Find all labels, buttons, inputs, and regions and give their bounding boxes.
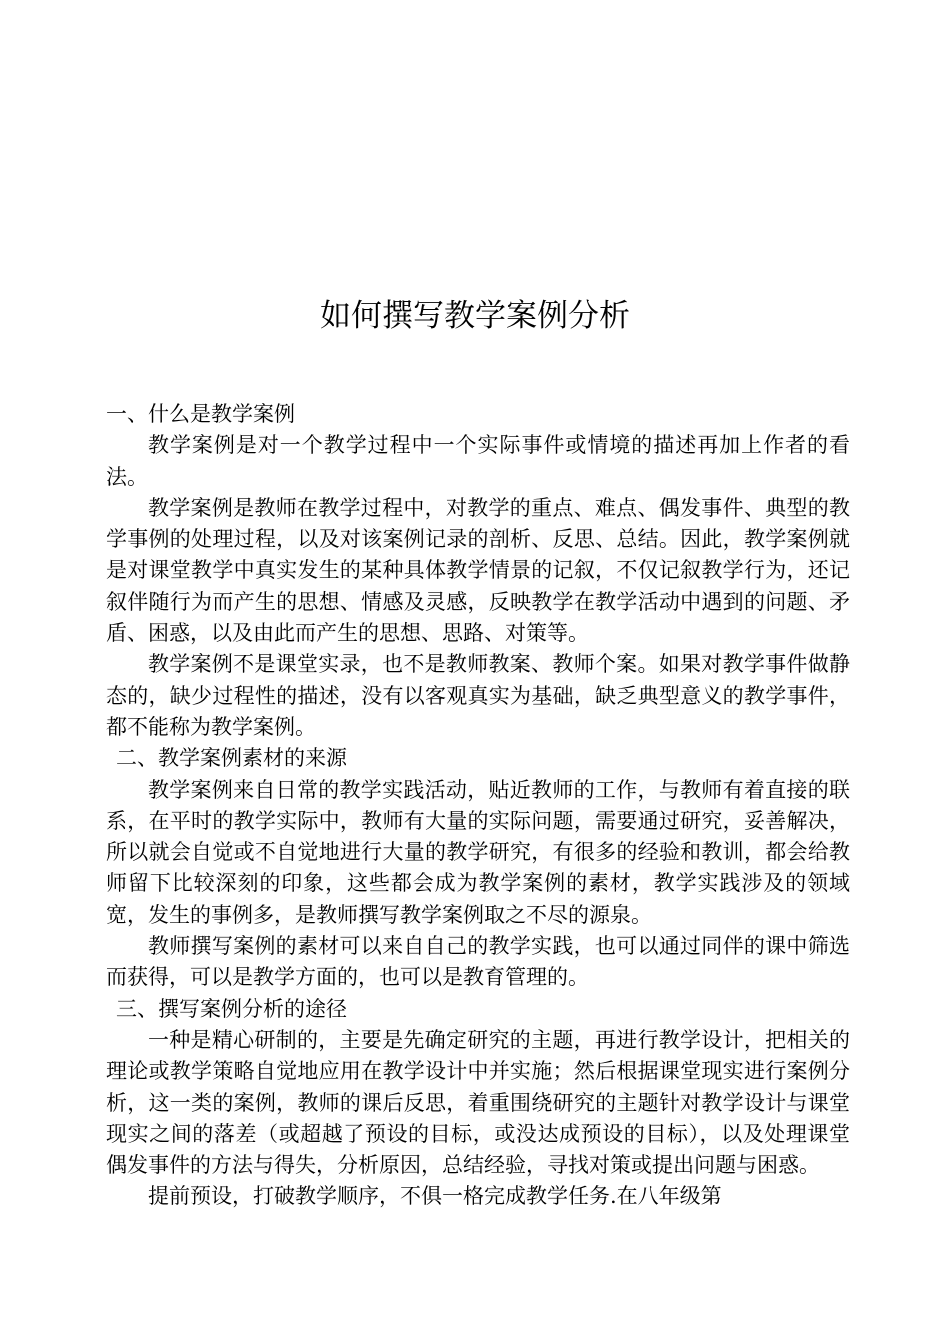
document-body (106, 399, 850, 1213)
section-heading-3: 三、撰写案例分析的途径 (116, 996, 347, 1021)
section-2-paragraph-2: 教师撰写案例的素材可以来自自己的教学实践，也可以通过同伴的课中筛选而获得，可以是教学方面的，也可以是教育管理的。 (106, 934, 850, 990)
section-3-paragraph-1: 一种是精心研制的，主要是先确定研究的主题，再进行教学设计，把相关的理论或教学策略自觉地应用在教学设计中并实施；然后根据课堂现实进行案例分析，这一类的案例，教师的课后反思，着重围绕研究的主题针对教学设计与课堂现实之间的落差（或超越了预设的目标，或没达成预设的目标），以及处理课堂偶发事件的方法与得失，分析原因，总结经验，寻找对策或提出问题与困惑。 (106, 1027, 850, 1178)
section-1-paragraph-3: 教学案例不是课堂实录，也不是教师教案、教师个案。如果对教学事件做静态的，缺少过程性的描述，没有以客观真实为基础，缺乏典型意义的教学事件，都不能称为教学案例。 (106, 652, 850, 739)
section-1-paragraph-2: 教学案例是教师在教学过程中，对教学的重点、难点、偶发事件、典型的教学事例的处理过程，以及对该案例记录的剖析、反思、总结。因此，教学案例就是对课堂教学中真实发生的某种具体教学情景的记叙，不仅记叙教学行为，还记叙伴随行为而产生的思想、情感及灵感，反映教学在教学活动中遇到的问题、矛盾、困惑，以及由此而产生的思想、思路、对策等。 (106, 495, 850, 646)
section-3-paragraph-2: 提前预设，打破教学顺序，不俱一格完成教学任务.在八年级第 (148, 1184, 722, 1209)
section-2-paragraph-1: 教学案例来自日常的教学实践活动，贴近教师的工作，与教师有着直接的联系，在平时的教学实际中，教师有大量的实际问题，需要通过研究，妥善解决，所以就会自觉或不自觉地进行大量的教学研究，有很多的经验和教训，都会给教师留下比较深刻的印象，这些都会成为教学案例的素材，教学实践涉及的领域宽，发生的事例多，是教师撰写教学案例取之不尽的源泉。 (106, 777, 850, 927)
section-heading-2: 二、教学案例素材的来源 (116, 746, 347, 771)
section-1-paragraph-1: 教学案例是对一个教学过程中一个实际事件或情境的描述再加上作者的看法。 (106, 433, 850, 489)
section-heading-1: 一、什么是教学案例 (106, 402, 295, 426)
page-title: 如何撰写教学案例分析 (320, 298, 630, 334)
